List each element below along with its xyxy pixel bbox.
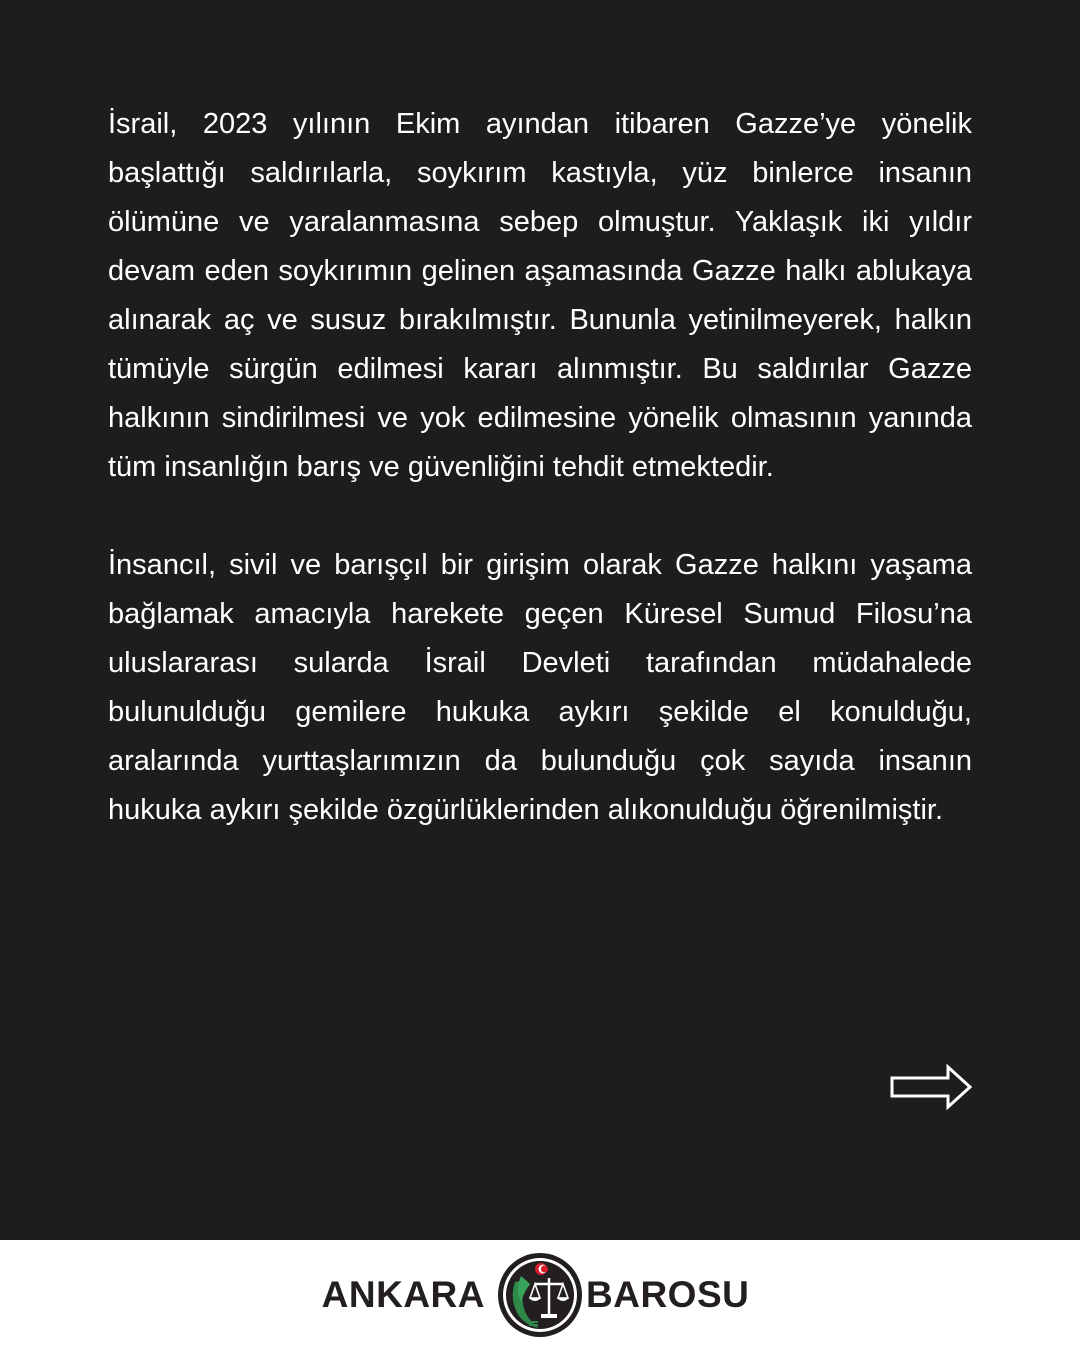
brand-name-right: BAROSU [586,1274,750,1315]
brand-name-left: ANKARA [321,1274,485,1315]
footer-bar [0,1240,1080,1350]
paragraph-1: İsrail, 2023 yılının Ekim ayından itibaren Gazze’ye yönelik başlattığı saldırılarla, soykırım kastıyla, yüz binlerce insanın ölümüne ve yaralanmasına sebep olmuştur. Yaklaşık iki yıldır devam eden soykırımın gelinen aşamasında Gazze halkı ablukaya alınarak aç ve susuz bırakılmıştır. Bununla yetinilmeyerek, halkın tümüyle sürgün edilmesi kararı alınmıştır. Bu saldırılar Gazze halkının sindirilmesi ve yok edilmesine yönelik olmasının yanında tüm insanlığın barış ve güvenliğini tehdit etmektedir. [108,108,972,483]
scales-of-justice-seal-icon [497,1252,583,1338]
arrow-right-icon[interactable] [890,1063,974,1111]
paragraph-2: İnsancıl, sivil ve barışçıl bir girişim olarak Gazze halkını yaşama bağlamak amacıyla harekete geçen Küresel Sumud Filosu’na uluslararası sularda İsrail Devleti tarafından müdahalede bulunulduğu gemilere hukuka aykırı şekilde el konulduğu, aralarında yurttaşlarımızın da bulunduğu çok sayıda insanın hukuka aykırı şekilde özgürlüklerinden alıkonulduğu öğrenilmiştir. [108,549,972,826]
statement-body [108,100,972,835]
